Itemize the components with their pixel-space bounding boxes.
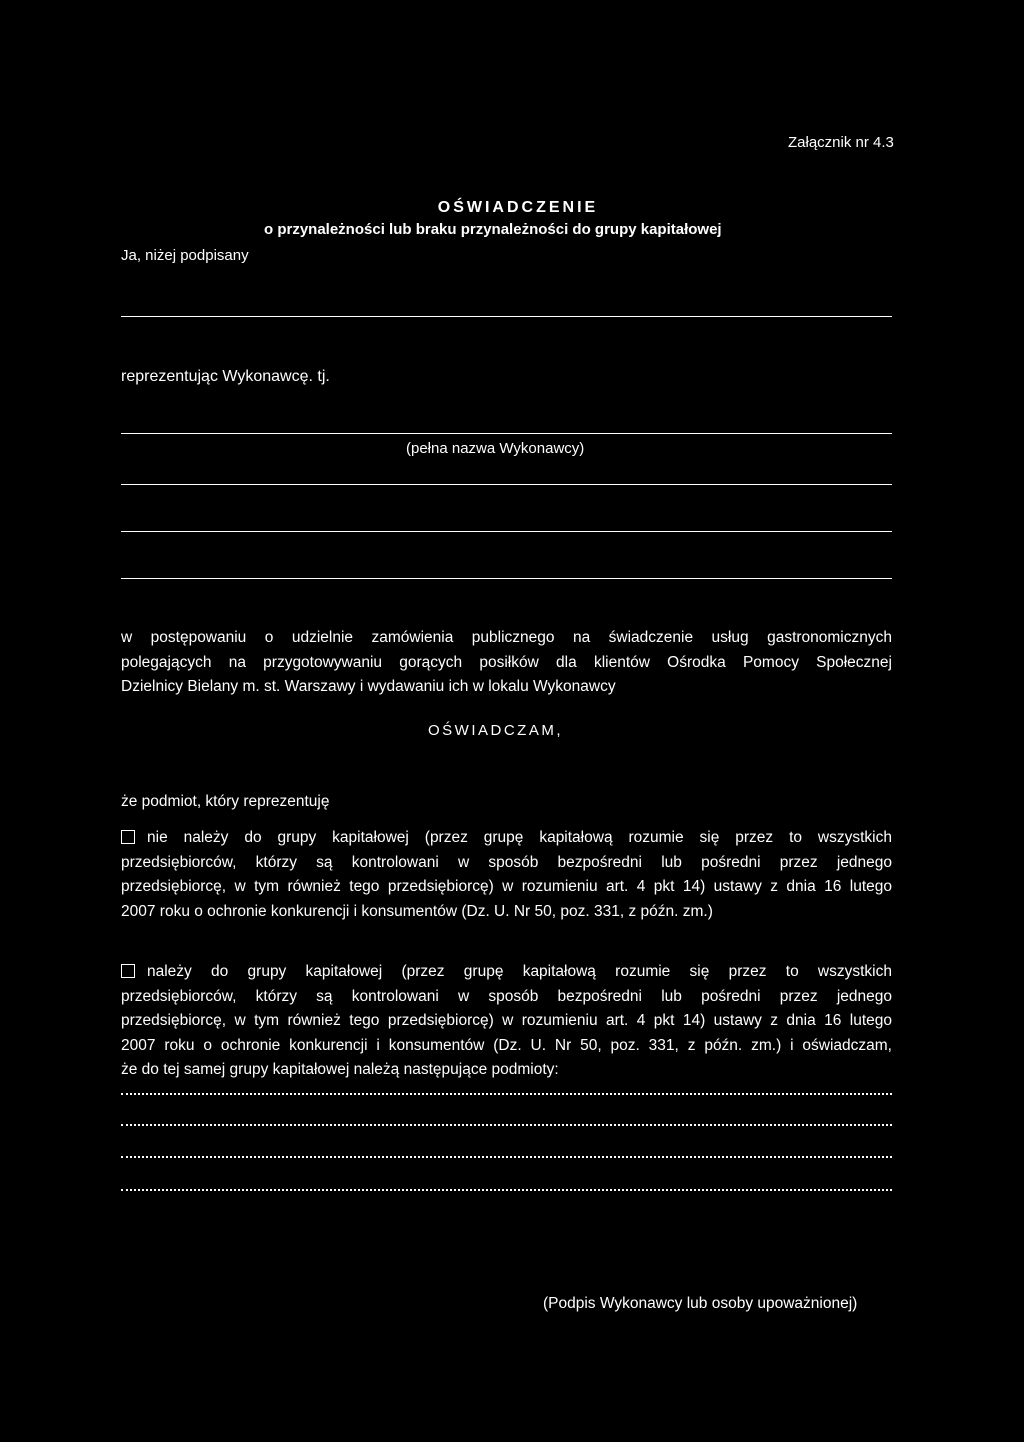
option-not-member [121, 826, 892, 924]
procedure-paragraph [121, 626, 892, 700]
option-member-line: 2007 roku o ochronie konkurencji i konsumentów (Dz. U. Nr 50, poz. 331, z późn. zm.) i oświadczam, [121, 1036, 892, 1054]
option-member-line: przedsiębiorców, którzy są kontrolowani w sposób bezpośredni lub pośredni przez jednego [121, 987, 892, 1005]
contractor-name-line[interactable] [121, 433, 892, 434]
document-subtitle: o przynależności lub braku przynależności do grupy kapitałowej [264, 221, 722, 238]
group-member-line-3[interactable] [121, 1156, 892, 1158]
contractor-name-caption: (pełna nazwa Wykonawcy) [406, 440, 585, 457]
representing-label: reprezentując Wykonawcę. tj. [121, 368, 330, 385]
signatory-name-line[interactable] [121, 316, 892, 317]
signatory-intro: Ja, niżej podpisany [121, 247, 249, 264]
procedure-line: w postępowaniu o udzielnie zamówienia publicznego na świadczenie usług gastronomicznych [121, 629, 892, 646]
option-member-line [121, 960, 892, 985]
procedure-line: polegających na przygotowywaniu gorących posiłków dla klientów Ośrodka Pomocy Społecznej [121, 653, 892, 671]
option-member [121, 960, 892, 1083]
group-member-line-2[interactable] [121, 1124, 892, 1126]
option-not-member-line: 2007 roku o ochronie konkurencji i konsumentów (Dz. U. Nr 50, poz. 331, z późn. zm.) [121, 902, 713, 920]
option-not-member-line: przedsiębiorcę, w tym również tego przedsiębiorcę) w rozumieniu art. 4 pkt 14) ustawy z dnia 16 lutego [121, 878, 892, 895]
group-member-line-4[interactable] [121, 1189, 892, 1191]
member-checkbox[interactable] [121, 964, 135, 978]
declaration-heading: OŚWIADCZAM, [428, 722, 563, 739]
option-not-member-text: nie należy do grupy kapitałowej (przez grupę kapitałową rozumie się przez to wszystkich [147, 829, 892, 846]
group-member-line-1[interactable] [121, 1093, 892, 1095]
contractor-address-line-1[interactable] [121, 484, 892, 485]
contractor-address-line-3[interactable] [121, 578, 892, 579]
not-member-checkbox[interactable] [121, 830, 135, 844]
option-not-member-line: przedsiębiorców, którzy są kontrolowani w sposób bezpośredni lub pośredni przez jednego [121, 853, 892, 871]
signature-caption: (Podpis Wykonawcy lub osoby upoważnionej) [543, 1295, 858, 1312]
option-not-member-line [121, 826, 892, 851]
attachment-number: Załącznik nr 4.3 [788, 134, 894, 151]
document-title: OŚWIADCZENIE [437, 199, 599, 216]
entity-intro: że podmiot, który reprezentuję [121, 793, 330, 810]
option-member-line: że do tej samej grupy kapitałowej należą następujące podmioty: [121, 1061, 559, 1078]
option-member-text: należy do grupy kapitałowej (przez grupę kapitałową rozumie się przez to wszystkich [147, 963, 892, 980]
procedure-line: Dzielnicy Bielany m. st. Warszawy i wydawaniu ich w lokalu Wykonawcy [121, 678, 616, 695]
option-member-line: przedsiębiorcę, w tym również tego przedsiębiorcę) w rozumieniu art. 4 pkt 14) ustawy z dnia 16 lutego [121, 1012, 892, 1029]
contractor-address-line-2[interactable] [121, 531, 892, 532]
